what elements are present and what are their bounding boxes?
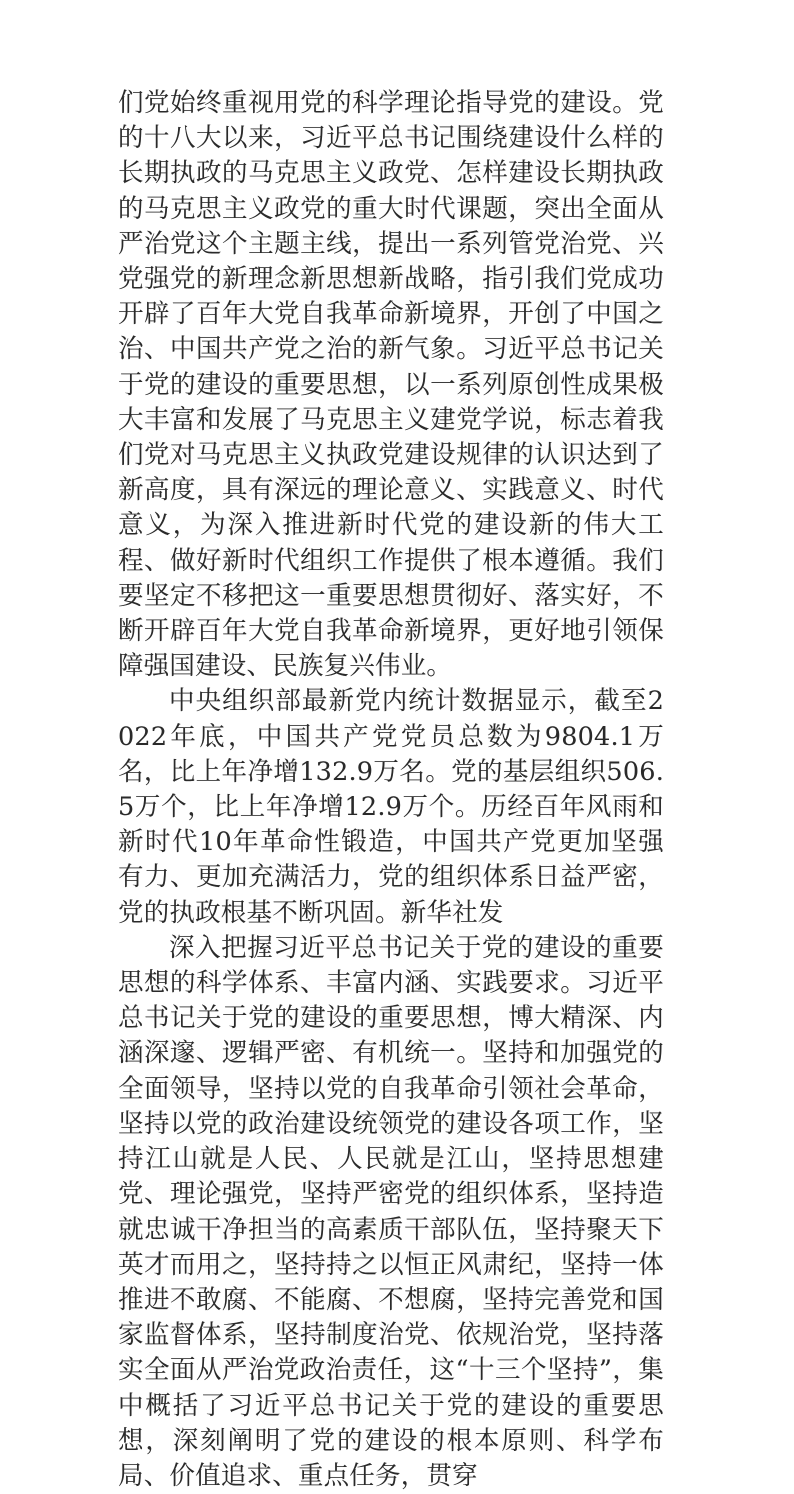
- paragraph-continued-body: 们党始终重视用党的科学理论指导党的建设。党的十八大以来，习近平总书记围绕建设什么样的长期执政的马克思主义政党、怎样建设长期执政的马克思主义政党的重大时代课题，突出全面从严治党这个主题主线，提出一系列管党治党、兴党强党的新理念新思想新战略，指引我们党成功开辟了百年大党自我革命新境界，开创了中国之治、中国共产党之治的新气象。习近平总书记关于党的建设的重要思想，以一系列原创性成果极大丰富和发展了马克思主义建党学说，标志着我们党对马克思主义执政党建设规律的认识达到了新高度，具有深远的理论意义、实践意义、时代意义，为深入推进新时代党的建设新的伟大工程、做好新时代组织工作提供了根本遵循。我们要坚定不移把这一重要思想贯彻好、落实好，不断开辟百年大党自我革命新境界，更好地引领保障强国建设、民族复兴伟业。: [118, 88, 664, 682]
- paragraph-party-statistics: 中央组织部最新党内统计数据显示，截至2022年底，中国共产党党员总数为9804.1万名，比上年净增132.9万名。党的基层组织506.5万个，比上年净增12.9万个。历经百年风雨和新时代10年革命性锻造，中国共产党更加坚强有力、更加充满活力，党的组织体系日益严密，党的执政根基不断巩固。新华社发: [118, 686, 664, 928]
- document-text-block: [118, 86, 664, 1494]
- paragraph-thirteen-adherences: 深入把握习近平总书记关于党的建设的重要思想的科学体系、丰富内涵、实践要求。习近平总书记关于党的建设的重要思想，博大精深、内涵深邃、逻辑严密、有机统一。坚持和加强党的全面领导，坚持以党的自我革命引领社会革命，坚持以党的政治建设统领党的建设各项工作，坚持江山就是人民、人民就是江山，坚持思想建党、理论强党，坚持严密党的组织体系，坚持造就忠诚干净担当的高素质干部队伍，坚持聚天下英才而用之，坚持持之以恒正风肃纪，坚持一体推进不敢腐、不能腐、不想腐，坚持完善党和国家监督体系，坚持制度治党、依规治党，坚持落实全面从严治党政治责任，这“十三个坚持”，集中概括了习近平总书记关于党的建设的重要思想，深刻阐明了党的建设的根本原则、科学布局、价值追求、重点任务，贯穿: [118, 932, 664, 1491]
